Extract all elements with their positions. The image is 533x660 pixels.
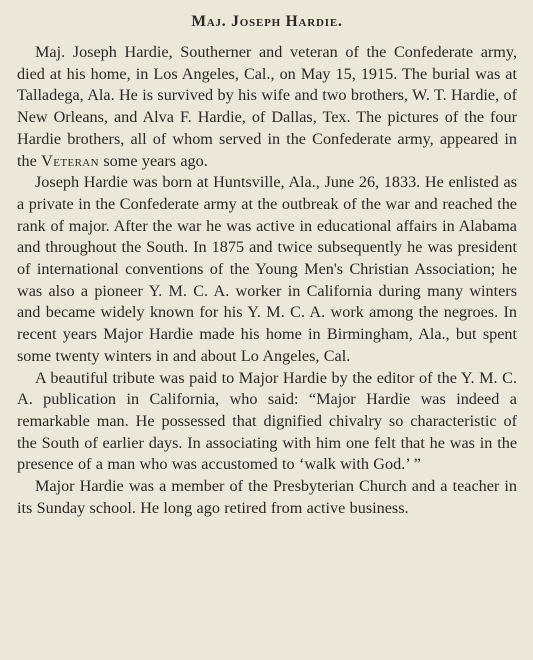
paragraph-church: Major Hardie was a member of the Presbyterian Church and a teacher in its Sunday school. He long ago retired from active business. — [17, 477, 517, 517]
paragraph-biography: Joseph Hardie was born at Huntsville, Ala., June 26, 1833. He enlisted as a private in the Confederate army at the outbreak of the war and reached the rank of major. After the war he was active in educational affairs in Alabama and throughout the South. In 1875 and twice subsequently he was president of international conventions of the Young Men's Christian Association; he was also a pioneer Y. M. C. A. worker in California during many winters and became widely known for his Y. M. C. A. work among the negroes. In recent years Major Hardie made his home in Birmingham, Ala., but spent some twenty winters in and about Lo Angeles, Cal. — [17, 173, 517, 365]
paragraph-obituary-text: Maj. Joseph Hardie, Southerner and veteran of the Confederate army, died at his home, in Los Angeles, Cal., on May 15, 1915. The burial was at Talladega, Ala. He is survived by his wife and two brothers, W. T. Hardie, of New Orleans, and Alva F. Hardie, of Dallas, Tex. The pictures of the four Hardie brothers, all of whom served in the Confederate army, appeared in the — [17, 43, 517, 170]
article-title: Maj. Joseph Hardie. — [191, 13, 343, 30]
paragraph-tribute: A beautiful tribute was paid to Major Hardie by the editor of the Y. M. C. A. publication in California, who said: “Major Hardie was indeed a remarkable man. He possessed that dignified chivalry so characteristic of the South of earlier days. In associating with him one felt that he was in the presence of a man who was accustomed to ‘walk with God.’ ” — [17, 368, 517, 474]
paragraph-obituary — [17, 42, 517, 172]
publication-name: Veteran — [41, 151, 99, 170]
paragraph-obituary-end: some years ago. — [99, 151, 208, 170]
